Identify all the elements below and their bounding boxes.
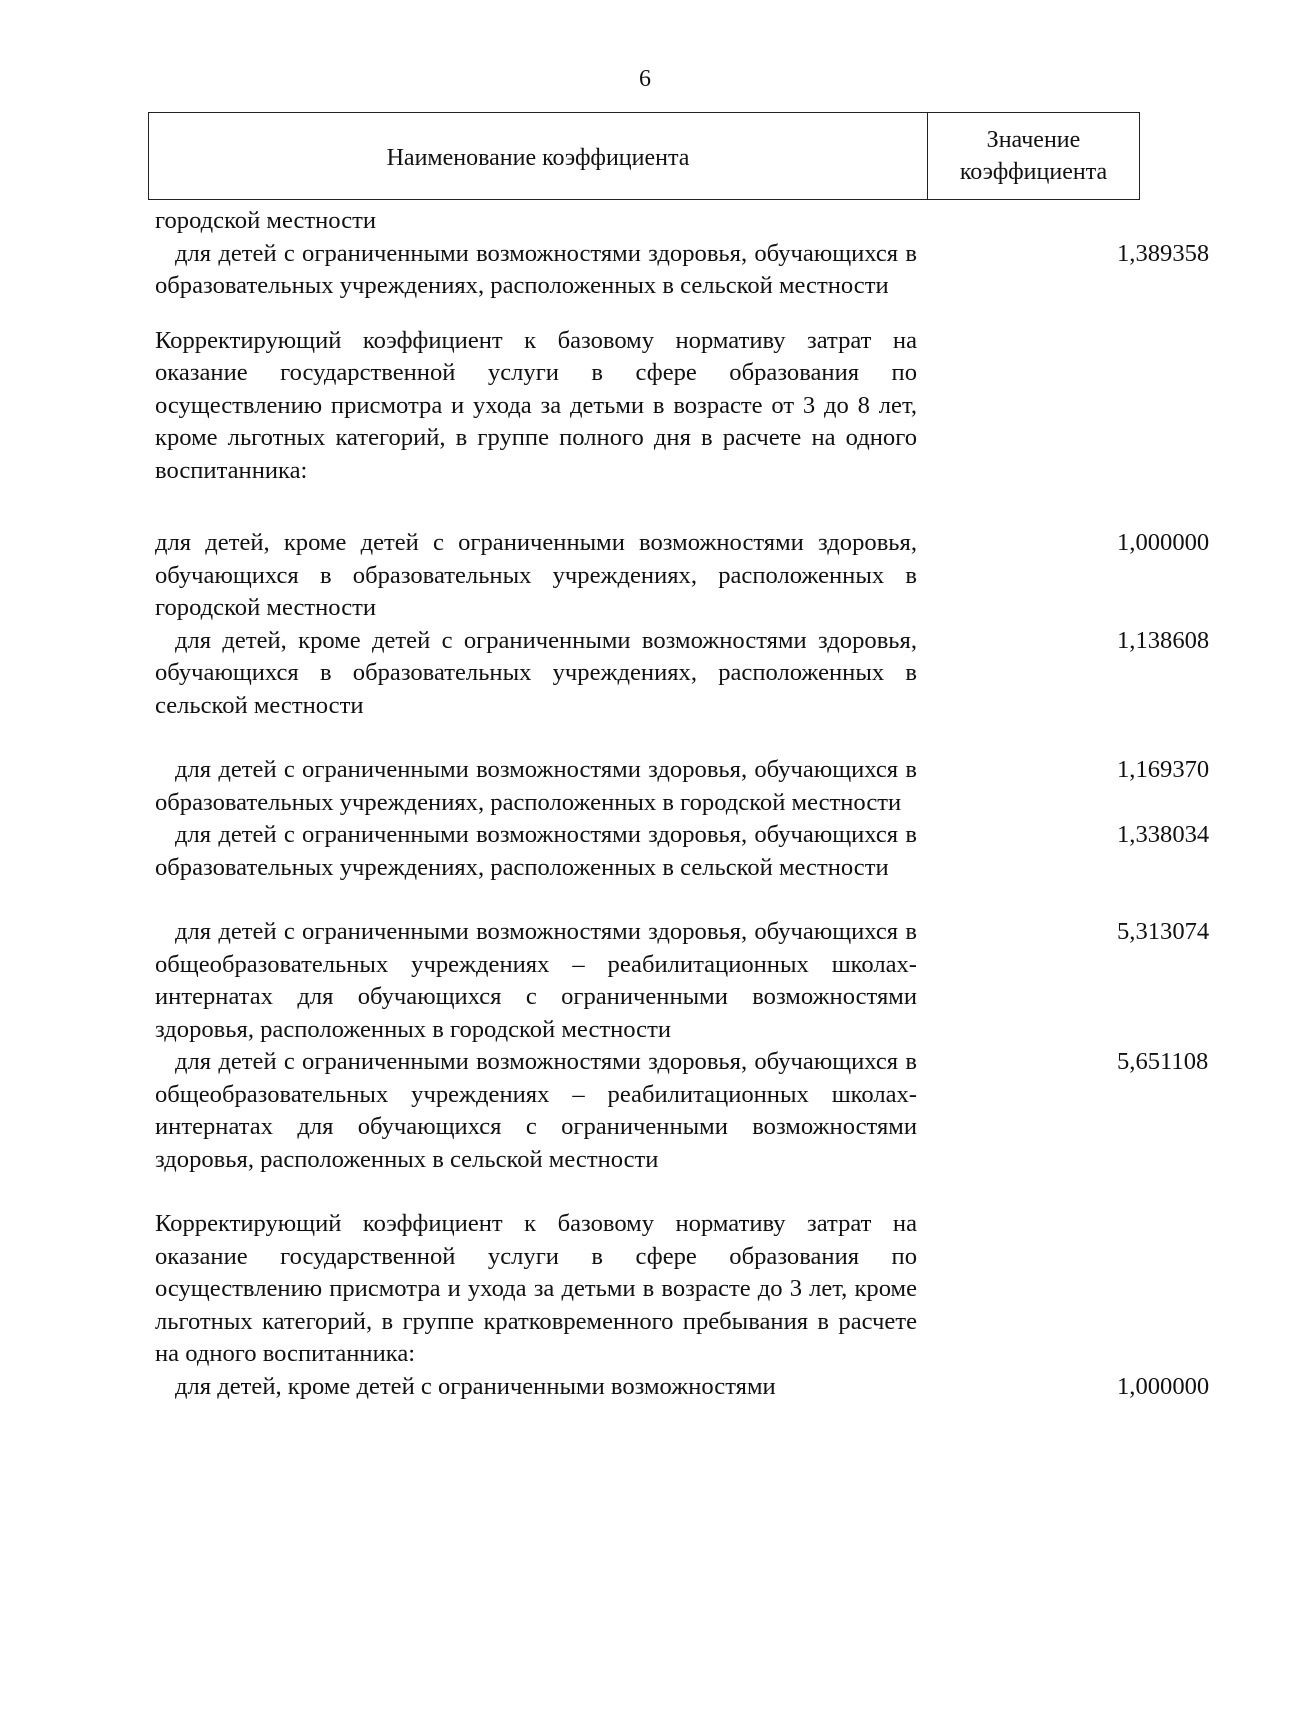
coefficient-name: для детей с ограниченными возможностями здоровья, обучающихся в образовательных учреждениях, расположенных в сельской местности <box>155 239 917 299</box>
table-row <box>155 819 1210 884</box>
coefficient-table-header <box>148 112 1140 200</box>
table-row <box>155 1208 1155 1371</box>
table-row <box>155 325 1155 488</box>
coefficient-name: для детей с ограниченными возможностями здоровья, обучающихся в образовательных учреждениях, расположенных в городской местности <box>155 756 917 816</box>
coefficient-name: для детей, кроме детей с ограниченными возможностями здоровья, обучающихся в образовательных учреждениях, расположенных в городской местности <box>155 529 917 621</box>
coefficient-name: Корректирующий коэффициент к базовому нормативу затрат на оказание государственной услуги в сфере образования по осуществлению присмотра и ухода за детьми в возрасте от 3 до 8 лет, кроме льготных категорий, в группе полного дня в расчете на одного воспитанника: <box>155 326 917 484</box>
coefficient-name: для детей с ограниченными возможностями здоровья, обучающихся в общеобразовательных учреждениях – реабилитационных школах-интернатах для обучающихся с ограниченными возможностями здоровья, расположенных в сельской местности <box>155 1048 917 1173</box>
table-row <box>155 1371 1210 1404</box>
header-value-line1: Значение <box>986 127 1081 153</box>
coefficient-name: для детей с ограниченными возможностями здоровья, обучающихся в образовательных учреждениях, расположенных в сельской местности <box>155 821 917 881</box>
coefficient-name: Корректирующий коэффициент к базовому нормативу затрат на оказание государственной услуги в сфере образования по осуществлению присмотра и ухода за детьми в возрасте до 3 лет, кроме льготных категорий, в группе кратковременного пребывания в расчете на одного воспитанника: <box>155 1210 917 1367</box>
coefficient-value: 1,338034 <box>1117 821 1210 848</box>
table-row <box>155 916 1210 1046</box>
header-value-column <box>928 113 1139 199</box>
header-value-line2: коэффициента <box>959 159 1108 185</box>
table-row <box>155 205 1155 238</box>
coefficient-value: 1,000000 <box>1117 1372 1210 1400</box>
coefficient-name: для детей, кроме детей с ограниченными возможностями <box>175 1372 776 1400</box>
coefficient-name: городской местности <box>155 207 377 234</box>
coefficient-name: для детей с ограниченными возможностями здоровья, обучающихся в общеобразовательных учреждениях – реабилитационных школах-интернатах для обучающихся с ограниченными возможностями здоровья, расположенных в городской местности <box>155 918 917 1043</box>
page-number: 6 <box>639 66 651 92</box>
coefficient-value: 1,389358 <box>1117 239 1210 267</box>
header-name-column: Наименование коэффициента <box>149 113 928 199</box>
coefficient-value: 5,313074 <box>1117 918 1210 945</box>
table-row <box>155 754 1210 819</box>
coefficient-name: для детей, кроме детей с ограниченными возможностями здоровья, обучающихся в образовательных учреждениях, расположенных в сельской местности <box>155 626 917 719</box>
table-row <box>155 1046 1209 1176</box>
coefficient-table-body <box>155 205 1210 1403</box>
table-row <box>155 238 1210 303</box>
coefficient-value: 1,138608 <box>1117 626 1210 654</box>
coefficient-value: 1,169370 <box>1117 756 1210 783</box>
coefficient-value: 1,000000 <box>1117 529 1210 556</box>
table-row <box>155 527 1210 625</box>
table-row <box>155 625 1210 723</box>
coefficient-value: 5,651108 <box>1117 1048 1209 1075</box>
